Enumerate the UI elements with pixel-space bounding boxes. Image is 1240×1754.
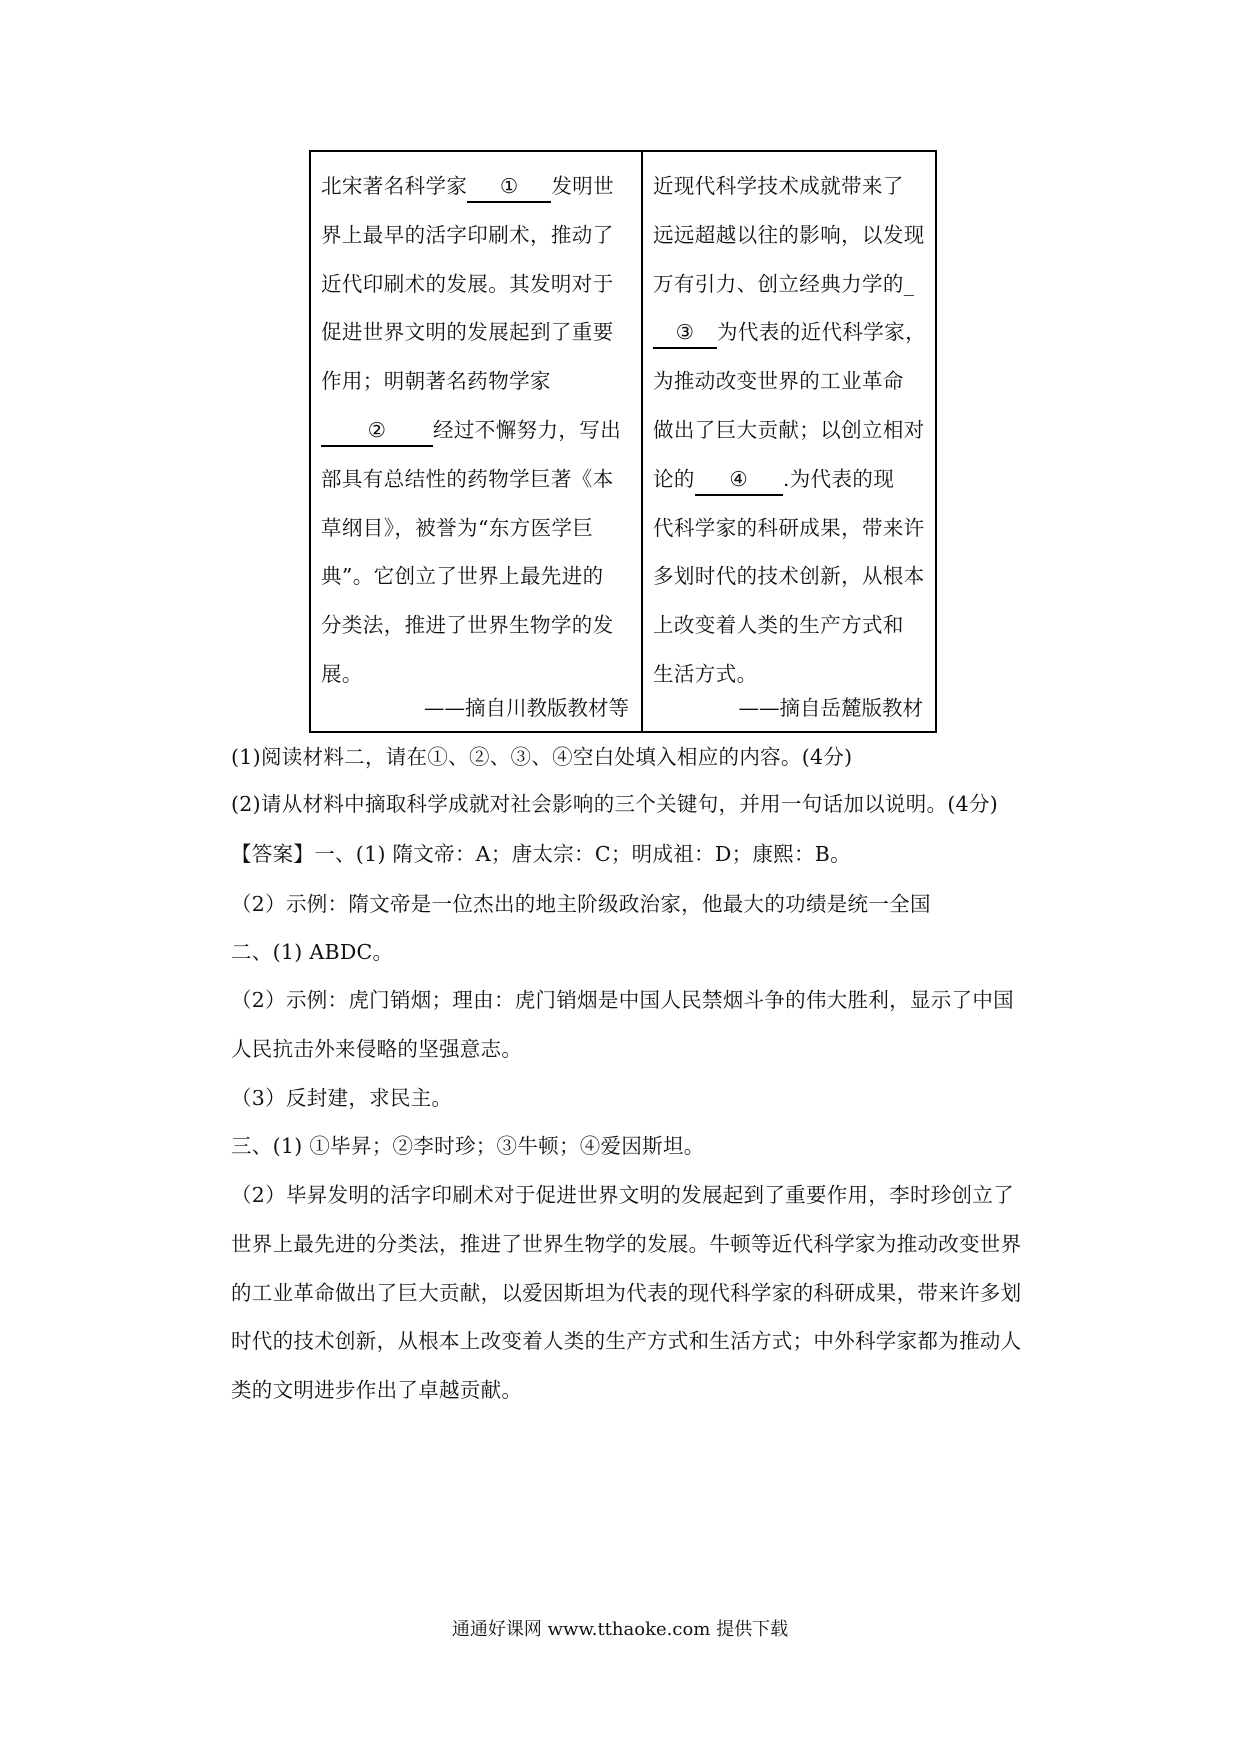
material-line: 促进世界文明的发展起到了重要 — [321, 320, 614, 345]
material-line: 草纲目》，被誉为“东方医学巨 — [321, 515, 594, 540]
answer-line: 类的文明进步作出了卓越贡献。 — [231, 1378, 523, 1402]
material-source-right: ——摘自岳麓版教材 — [738, 696, 923, 720]
material-line: 部具有总结性的药物学巨著《本 — [321, 466, 614, 491]
answer-line: 的工业革命做出了巨大贡献，以爱因斯坦为代表的现代科学家的科研成果，带来许多划 — [231, 1281, 1022, 1305]
material-line: 论的 ④ .为代表的现 — [653, 455, 925, 504]
material-line: 做出了巨大贡献；以创立相对 — [653, 417, 925, 442]
blank-4: ④ — [695, 464, 783, 496]
material-line: 典”。它创立了世界上最先进的 — [321, 564, 604, 589]
answer-line: 三、(1) ①毕昇；②李时珍；③牛顿；④爱因斯坦。 — [231, 1134, 705, 1158]
material-line: ② 经过不懈努力，写出 — [321, 406, 631, 455]
answer-line: （2）示例：虎门销烟；理由：虎门销烟是中国人民禁烟斗争的伟大胜利，显示了中国 — [231, 988, 1014, 1012]
material-line: 作用；明朝著名药物学家 — [321, 369, 551, 394]
material-line: 万有引力、创立经典力学的_ — [653, 271, 915, 296]
answer-line: 时代的技术创新，从根本上改变着人类的生产方式和生活方式；中外科学家都为推动人 — [231, 1329, 1022, 1353]
material-line: 近代印刷术的发展。其发明对于 — [321, 271, 614, 296]
material-left-column — [311, 152, 643, 731]
material-line: 远远超越以往的影响，以发现 — [653, 222, 925, 247]
blank-3: ③ — [653, 317, 717, 349]
blank-2: ② — [321, 415, 433, 447]
material-line: 为推动改变世界的工业革命 — [653, 369, 904, 394]
material-line: 北宋著名科学家 ① 发明世 — [321, 162, 631, 211]
answer-line: 二、(1) ABDC。 — [231, 940, 394, 964]
material-table — [309, 150, 937, 733]
answer-line: 世界上最先进的分类法，推进了世界生物学的发展。牛顿等近代科学家为推动改变世界 — [231, 1232, 1022, 1256]
material-line: 上改变着人类的生产方式和 — [653, 613, 904, 638]
blank-1: ① — [467, 171, 551, 203]
material-right-column — [643, 152, 935, 731]
material-source-left: ——摘自川教版教材等 — [424, 696, 629, 720]
material-line: 展。 — [321, 661, 363, 686]
page-footer: 通通好课网 www.tthaoke.com 提供下载 — [451, 1619, 789, 1640]
material-line: 代科学家的科研成果，带来许 — [653, 515, 925, 540]
material-line: 分类法，推进了世界生物学的发 — [321, 613, 614, 638]
material-line: 界上最早的活字印刷术，推动了 — [321, 222, 614, 247]
material-line: 生活方式。 — [653, 661, 758, 686]
answer-heading: 【答案】一、(1) 隋文帝：A；唐太宗：C；明成祖：D；康熙：B。 — [231, 842, 851, 866]
material-line: ③ 为代表的近代科学家， — [653, 308, 925, 357]
material-line: 多划时代的技术创新，从根本 — [653, 564, 925, 589]
question-2: (2)请从材料中摘取科学成就对社会影响的三个关键句，并用一句话加以说明。(4分) — [231, 792, 999, 816]
answer-line: （2）示例：隋文帝是一位杰出的地主阶级政治家，他最大的功绩是统一全国 — [231, 892, 931, 916]
answer-line: （2）毕昇发明的活字印刷术对于促进世界文明的发展起到了重要作用，李时珍创立了 — [231, 1183, 1014, 1207]
answer-line: 人民抗击外来侵略的坚强意志。 — [231, 1037, 523, 1061]
answer-line: （3）反封建，求民主。 — [231, 1086, 453, 1110]
question-1: (1)阅读材料二，请在①、②、③、④空白处填入相应的内容。(4分) — [231, 745, 853, 769]
material-line: 近现代科学技术成就带来了 — [653, 174, 904, 198]
